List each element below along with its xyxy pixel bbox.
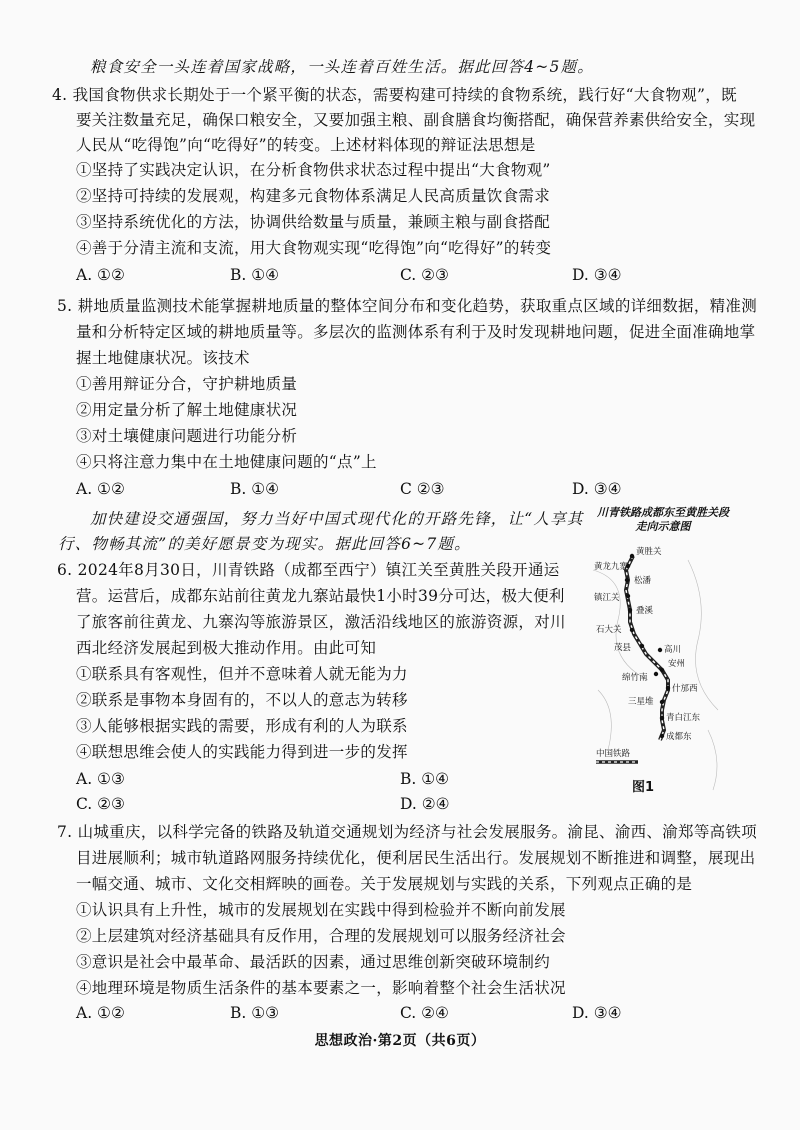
station-dot (640, 644, 644, 648)
q6-option-c[interactable]: C. ②③ (76, 795, 125, 813)
station-dot (666, 686, 670, 690)
q7-option-b[interactable]: B. ①③ (230, 1004, 280, 1022)
station-dot (660, 700, 664, 704)
map-title-line: 川青铁路成都东至黄胜关段 (597, 506, 729, 519)
q4-option-d[interactable]: D. ③④ (572, 266, 622, 284)
q7-line: 目进展顺利；城市轨道路网服务持续优化，便利居民生活出行。发展规划不断推进和调整，展现出 (76, 849, 756, 867)
q6-line: 了旅客前往黄龙、九寨沟等旅游景区，激活沿线地区的旅游资源，对川 (76, 613, 566, 631)
q4-statement: ①坚持了实践决定认识，在分析食物供求状态过程中提出“大食物观” (76, 161, 551, 179)
q4-option-b[interactable]: B. ①④ (230, 266, 280, 284)
q4-statement: ③坚持系统优化的方法，协调供给数量与质量，兼顾主粮与副食搭配 (76, 213, 551, 231)
intro-4-5: 粮食安全一头连着国家战略，一头连着百姓生活。据此回答4~5题。 (90, 58, 594, 76)
map-title (588, 506, 738, 534)
q6-option-a[interactable]: A. ①③ (76, 770, 125, 788)
figure-label: 图1 (632, 780, 655, 795)
station-dot (630, 554, 634, 558)
station-dot (628, 608, 632, 612)
q7-line: 7. 山城重庆，以科学完备的铁路及轨道交通规划为经济与社会发展服务。渝昆、渝西、渝郑等高铁项 (57, 823, 758, 841)
q4-statement: ②坚持可持续的发展观，构建多元食物体系满足人民高质量饮食需求 (76, 187, 551, 205)
q7-line: 一幅交通、城市、文化交相辉映的画卷。关于发展规划与实践的关系，下列观点正确的是 (76, 875, 693, 893)
station-label: 安州 (668, 659, 686, 669)
q7-option-a[interactable]: A. ①② (76, 1004, 125, 1022)
q5-line: 握土地健康状况。该技术 (76, 349, 250, 367)
station-label: 松潘 (634, 576, 652, 586)
station-label: 青白江东 (666, 713, 701, 723)
q5-line: 5. 耕地质量监测技术能掌握耕地质量的整体空间分布和变化趋势，获取重点区域的详细数据，精准测 (57, 297, 758, 315)
q4-option-a[interactable]: A. ①② (76, 266, 125, 284)
station-dot (625, 578, 629, 582)
q6-line: 西北经济发展起到极大推动作用。由此可知 (76, 639, 377, 657)
q7-statement: ②上层建筑对经济基础具有反作用，合理的发展规划可以服务经济社会 (76, 927, 566, 945)
station-dot (626, 594, 630, 598)
station-label: 黄胜关 (636, 547, 662, 557)
q5-option-a[interactable]: A. ①② (76, 480, 125, 498)
q5-statement: ②用定量分析了解土地健康状况 (76, 401, 298, 419)
q6-option-d[interactable]: D. ②④ (400, 795, 450, 813)
q5-option-c[interactable]: C ②③ (400, 480, 445, 498)
q5-option-d[interactable]: D. ③④ (572, 480, 622, 498)
q4-statement: ④善于分清主流和支流，用大食物观实现“吃得饱”向“吃得好”的转变 (76, 239, 552, 257)
intro-6-7-line: 加快建设交通强国，努力当好中国式现代化的开路先锋，让“人享其 (90, 510, 584, 528)
station-label: 黄龙九寨 (594, 562, 629, 572)
q6-line: 6. 2024年8月30日，川青铁路（成都至西宁）镇江关至黄胜关段开通运 (57, 561, 560, 579)
station-label: 成都东 (666, 732, 692, 742)
station-label: 茂县 (614, 643, 632, 653)
q6-statement: ①联系具有客观性，但并不意味着人就无能为力 (76, 665, 408, 683)
q7-statement: ③意识是社会中最革命、最活跃的因素，通过思维创新突破环境制约 (76, 953, 551, 971)
station-dot (630, 628, 634, 632)
station-label: 高川 (664, 645, 682, 655)
q6-option-b[interactable]: B. ①④ (400, 770, 450, 788)
station-label: 石大关 (596, 625, 622, 635)
railway-route-map (588, 506, 738, 812)
legend-label: 中国铁路 (596, 749, 631, 759)
q4-option-c[interactable]: C. ②③ (400, 266, 449, 284)
station-label: 三星堆 (628, 697, 654, 707)
map-legend (596, 748, 638, 762)
station-label: 叠溪 (636, 606, 654, 616)
station-dot (660, 734, 664, 738)
page-footer: 思想政治·第2页（共6页） (314, 1033, 486, 1049)
q6-statement: ②联系是事物本身固有的，不以人的意志为转移 (76, 691, 408, 709)
station-dot (654, 672, 658, 676)
q5-statement: ③对土壤健康问题进行功能分析 (76, 427, 298, 445)
q4-line: 4. 我国食物供求长期处于一个紧平衡的状态，需要构建可持续的食物系统，践行好“大食物观”，既 (52, 86, 737, 104)
q4-line: 人民从“吃得饱”向“吃得好”的转变。上述材料体现的辩证法思想是 (76, 136, 536, 154)
route-map-svg (588, 540, 738, 810)
q5-statement: ①善用辩证分合，守护耕地质量 (76, 375, 298, 393)
station-dot (658, 648, 662, 652)
station-label: 什邡西 (672, 684, 698, 694)
q6-statement: ③人能够根据实践的需要，形成有利的人为联系 (76, 717, 408, 735)
q5-statement: ④只将注意力集中在土地健康问题的“点”上 (76, 453, 377, 471)
station-label: 镇江关 (594, 593, 620, 603)
q5-option-b[interactable]: B. ①④ (230, 480, 280, 498)
q5-line: 量和分析特定区域的耕地质量等。多层次的监测体系有利于及时发现耕地问题，促进全面准确地掌 (76, 323, 756, 341)
q7-statement: ④地理环境是物质生活条件的基本要素之一，影响着整个社会生活状况 (76, 979, 566, 997)
q4-line: 要关注数量充足，确保口粮安全，又要加强主粮、副食膳食均衡搭配，确保营养素供给安全，实现 (76, 111, 756, 129)
intro-6-7-line: 行、物畅其流”的美好愿景变为现实。据此回答6~7题。 (58, 535, 471, 553)
q7-option-c[interactable]: C. ②④ (400, 1004, 449, 1022)
q6-line: 营。运营后，成都东站前往黄龙九寨站最快1小时39分可达，极大便利 (76, 587, 565, 605)
q7-statement: ①认识具有上升性，城市的发展规划在实践中得到检验并不断向前发展 (76, 901, 566, 919)
map-title-line: 走向示意图 (635, 520, 691, 533)
q7-option-d[interactable]: D. ③④ (572, 1004, 622, 1022)
q6-statement: ④联想思维会使人的实践能力得到进一步的发挥 (76, 743, 408, 761)
station-dot (660, 668, 664, 672)
station-label: 绵竹南 (622, 673, 648, 683)
station-dot (660, 716, 664, 720)
